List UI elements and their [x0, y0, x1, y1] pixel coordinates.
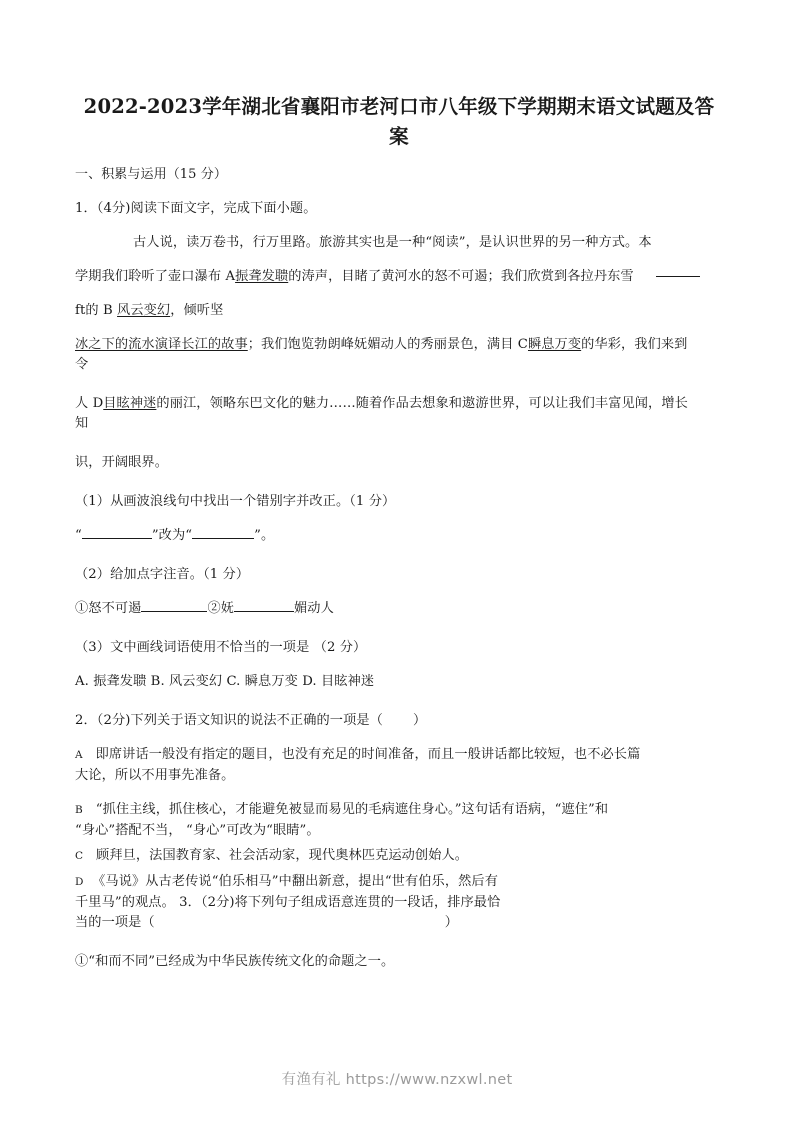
question-3-stem-merged: 千里马”的观点。 3．（2分)将下列句子组成语意连贯的一段话，排序最恰	[75, 895, 501, 910]
passage-line-4	[75, 336, 723, 353]
passage-line-7: 知	[75, 416, 89, 431]
question-2-option-b[interactable]	[75, 801, 723, 819]
passage-line-3	[75, 302, 723, 319]
question-2-stem-text: 2．（2分)下列关于语文知识的说法不正确的一项是（	[75, 713, 383, 728]
passage-underline-c: 瞬息万变	[527, 337, 582, 352]
quote-open: “	[75, 528, 82, 543]
passage-line-3-text-b: ，倾听坚	[170, 303, 224, 318]
passage-line-1: 古人说，读万卷书，行万里路。旅游其实也是一种“阅读”，是认识世界的另一种方式。本	[133, 235, 652, 250]
question-2-stem	[75, 712, 723, 729]
question-1-sub-1-stem: （1）从画波浪线句中找出一个错别字并改正。（1 分）	[75, 494, 396, 509]
question-2-option-b-cont: “身心”搭配不当， “身心”可改为“眼睛”。	[75, 823, 320, 838]
quote-close: ”。	[254, 528, 275, 543]
passage-line-6-text-a: 人 D	[75, 396, 104, 411]
question-3-item-1: ①“和而不同”已经成为中华民族传统文化的命题之一。	[75, 954, 395, 969]
passage-line-4-text-a: ；我们饱览勃朗峰妩媚动人的秀丽景色，满目 C	[247, 337, 528, 352]
question-2-option-a-cont: 大论，所以不用事先准备。	[75, 768, 235, 783]
question-3-stem-tail	[75, 914, 723, 931]
passage-line-2-text-b: 的涛声，目睹了黄河水的怒不可遏；我们欣赏到各拉丹东雪	[288, 269, 634, 284]
pinyin-blank-1[interactable]	[141, 611, 207, 612]
option-c-letter: C	[75, 850, 84, 862]
passage-line-2	[75, 268, 723, 285]
pinyin-blank-2[interactable]	[234, 611, 294, 612]
pinyin-item-1-label: ①怒不可遏	[75, 601, 142, 616]
option-d-letter: D	[75, 876, 84, 888]
pinyin-item-2-label: ②妩	[207, 601, 235, 616]
option-b-letter: B	[75, 804, 83, 816]
passage-line-6	[75, 395, 723, 412]
section-heading: 一、积累与运用（15 分）	[75, 167, 227, 182]
question-1-sub-3-options: A. 振聋发聩 B. 风云变幻 C. 瞬息万变 D. 目眩神迷	[75, 674, 375, 689]
question-1-sub-3-stem: （3）文中画线词语使用不恰当的一项是 （2 分）	[75, 640, 367, 655]
passage-line-8: 识，开阔眼界。	[75, 455, 169, 470]
question-2-option-c[interactable]	[75, 847, 723, 865]
answer-blank-correct-char[interactable]	[192, 538, 254, 539]
watermark: 有渔有礼 https://www.nzxwl.net	[281, 1072, 513, 1088]
quote-mid: ”改为“	[151, 528, 193, 543]
stray-blank-line	[656, 276, 700, 277]
option-a-letter: A	[75, 749, 83, 761]
question-1-sub-1-answer	[75, 527, 723, 544]
option-b-line-1: “抓住主线，抓住核心，才能避免被显而易见的毛病遮住身心。”这句话有语病，“遮住”和	[95, 802, 609, 817]
passage-underline-b: 风云变幻	[117, 303, 171, 318]
passage-wavy-sentence: 冰之下的流水演译长江的故事	[75, 337, 248, 352]
passage-underline-a: 振聋发聩	[235, 269, 289, 284]
question-2-option-d[interactable]	[75, 873, 723, 891]
question-2-stem-tail: ）	[412, 713, 427, 728]
passage-underline-d: 目眩神迷	[103, 396, 157, 411]
passage-line-5: 令	[75, 357, 89, 372]
passage-line-2-text-a: 学期我们聆听了壶口瀑布 A	[75, 269, 236, 284]
option-d-line-1: 《马说》从古老传说“伯乐相马”中翻出新意，提出“世有伯乐，然后有	[92, 874, 498, 889]
document-content	[75, 92, 723, 970]
question-1-sub-2-answers	[75, 600, 723, 617]
question-1-stem: 1．（4分)阅读下面文字，完成下面小题。	[75, 201, 317, 216]
question-3-stem-text: 当的一项是（	[75, 915, 155, 930]
question-1-sub-2-stem: （2）给加点字注音。（1 分）	[75, 567, 250, 582]
question-3-stem-close: ）	[444, 915, 459, 930]
answer-blank-wrong-char[interactable]	[82, 538, 152, 539]
page-title: 2022-2023学年湖北省襄阳市老河口市八年级下学期期末语文试题及答案	[83, 95, 715, 148]
question-2-option-a[interactable]	[75, 746, 723, 764]
option-a-line-1: 即席讲话一般没有指定的题目，也没有充足的时间准备，而且一般讲话都比较短，也不必长篇	[95, 747, 641, 762]
passage-line-6-text-b: 的丽江，领略东巴文化的魅力……随着作品去想象和遨游世界，可以让我们丰富见闻，增长	[156, 396, 688, 411]
pinyin-item-2-tail: 媚动人	[294, 601, 334, 616]
passage-line-4-text-b: 的华彩，我们来到	[581, 337, 688, 352]
passage-line-3-text-a: ft的 B	[75, 303, 118, 318]
option-c-line-1: 顾拜旦，法国教育家、社会活动家，现代奥林匹克运动创始人。	[96, 848, 469, 863]
